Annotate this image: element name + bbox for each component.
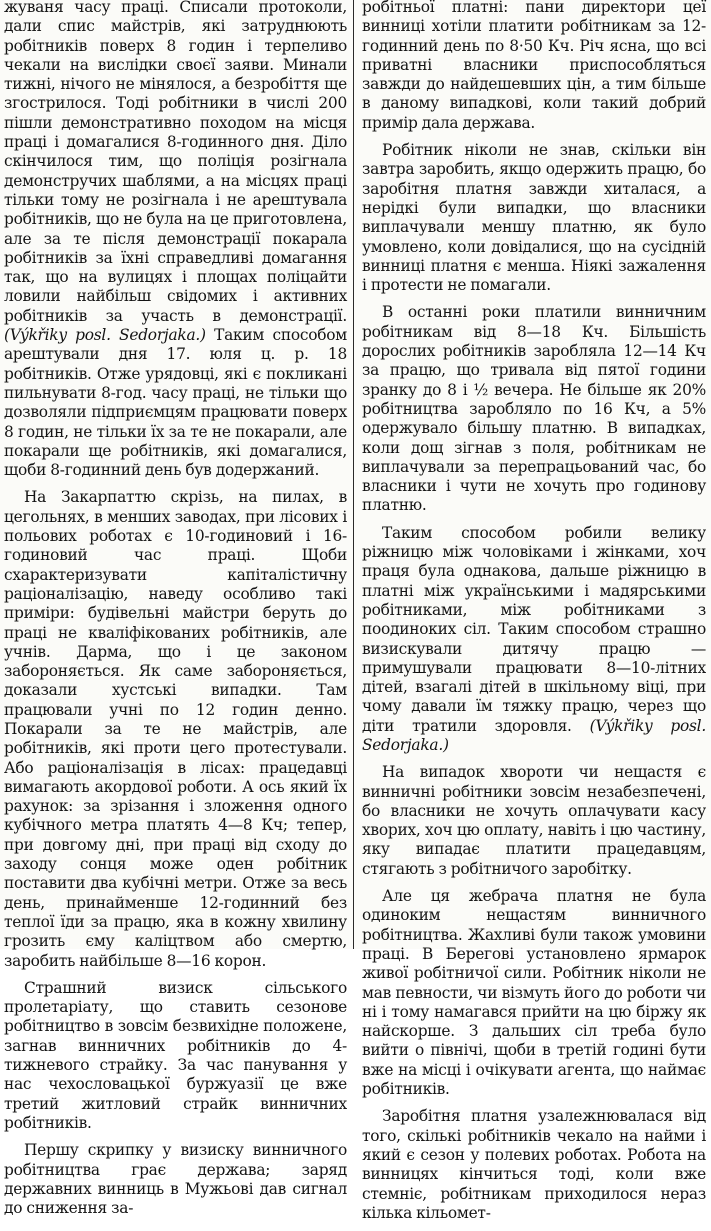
- paragraph: В останні роки платили винничним робітникам від 8—18 Кч. Більшість дорослих робітників заробляла 12—14 Кч за працю, що тривала від пятої години зранку до 8 і ½ вечера. Не більше як 20% робітництва заробляло по 16 Кч, а 5% одержувало більшу платню. В випадках, коли дощ зігнав з поля, робітникам не виплачували за перепрацьований час, бо власники і чути не хочуть про годинову платню.: [362, 303, 706, 515]
- paragraph: На Закарпаттю скрізь, на пилах, в цегольнях, в менших заводах, при лісових і польових роботах є 10-годиновий і 16-годиновий час праці. Щоби схарактеризувати капіталістичну раціоналізацію, наведу особливо такі приміри: будівельні майстри беруть до праці не кваліфікованих робітників, але учнів. Дарма, що і це законом забороняється. Як саме забороняється, доказали хустські випадки. Там працювали учні по 12 годин денно. Покарали за те не майстрів, але робітників, які проти цего протестували. Або раціоналізація в лісах: працедавці вимагають акордової роботи. А ось який їх рахунок: за зрізання і зложення одного кубічного метра платять 4—8 Кч; тепер, при довгому дні, при праці від сходу до заходу сонця може оден робітник поставити два кубічні метри. Отже за весь день, принайменше 12-годинний без теплої їди за працю, яка в кожну хвилину грозить єму каліцтвом або смертю, заробить найбільше 8—16 корон.: [4, 488, 347, 970]
- italic-remark: (Výkřiky posl. Sedorjaka.): [4, 326, 206, 345]
- paragraph: Заробітня платня узалежнювалася від того, скількі робітників чекало на найми і який є сезон у полевих роботах. Робота на винницях кінчиться тоді, коли вже стемніє, робітникам приходилося нераз кілька кільомет-: [362, 1107, 706, 1222]
- paragraph: Першу скрипку у визиску винничного робітництва грає держава; заряд державних винниць в Мужьові дав сигнал до сниження за-: [4, 1141, 347, 1218]
- paragraph: На випадок хвороти чи нещастя є винничні робітники зовсім незабезпечені, бо власники не хочуть оплачувати касу хворих, хоч цю оплату, навіть і цю частину, яку випадає платити працедавцям, стягають з робітничого заробітку.: [362, 763, 706, 878]
- right-column: [362, 0, 706, 1231]
- paragraph-text: жуваня часу праці. Списали протоколи, дали спис майстрів, які затруднюють робітників поверх 8 годин і терпеливо чекали на вислідки своєї заяви. Минали тижні, нічого не мінялося, а безробіття ще згострилося. Тоді робітники в числі 200 пішли демонстративно походом на місця праці і домагалися 8-годинного дня. Діло скінчилося тим, що поліція розігнала демонстручих шаблями, а на місцях праці тільки тому не розігнала і не арештувала робітників, що не була на це приготовлена, але за те після демонстрації покарала робітників за їхні справедливі домагання так, що на вулицях і площах поліцайти ловили найбільш свідомих і активних робітників за участь в демонстрації.: [4, 0, 347, 325]
- column-divider: [353, 0, 354, 949]
- left-column: [4, 0, 347, 1226]
- paragraph-text: Таким способом робили велику ріжницю між чоловіками і жінками, хоч праця була однакова, дальше ріжницю в платні між українськими і мадярськими робітниками, між робітниками з поодиноких сіл. Таким способом страшно визискували дитячу працю — примушували працювати 8—10-літних дітей, взагалі дітей в шкільному віці, при чому давали їм тяжку працю, через що діти тратили здоровля.: [362, 523, 706, 735]
- paragraph: Але ця жебрача платня не була одиноким нещастям винничного робітництва. Жахливі були також умовини праці. В Берегові установлено ярмарок живої робітничої сили. Робітник ніколи не мав певности, чи візмуть його до роботи чи ні і тому намагався прийти на цю біржу як найскорше. З дальших сіл треба було вийти о північі, щоби в третій годині бути вже на місці і очікувати агента, що наймає робітників.: [362, 887, 706, 1099]
- italic-remark: (Výkřiky posl. Sedorjaka.): [362, 716, 706, 754]
- paragraph: [362, 524, 706, 756]
- paragraph: Страшний визиск сільського пролетаріату, що ставить сезонове робітництво в зовсім безвихідне положене, загнав винничних робітників до 4-тижневого страйку. За час панування у нас чехословацької буржуазії це вже третий житловий страйк винничних робітників.: [4, 978, 347, 1132]
- paragraph: [4, 0, 347, 480]
- paragraph: робітньої платні: пани директори цеї винниці хотіли платити робітникам за 12-годинний день по 8·50 Кч. Річ ясна, що всі приватні власники приспособляться завжди до найдешевших цін, а тим більше в даному випадкові, коли такий добрий примір дала держава.: [362, 0, 706, 132]
- paragraph-text: Таким способом арештували дня 17. юля ц. р. 18 робітників. Отже урядовці, які є покликані пильнувати 8-год. часу праці, не тільки що дозволяли підприємцям працювати поверх 8 годин, не тільки їх за те не покарали, але покарали ще робітників, які домагалися, щоби 8-годинний день був додержаний.: [4, 326, 348, 480]
- paragraph: Робітник ніколи не знав, скільки він завтра заробить, якщо одержить працю, бо заробітня платня завжди хиталася, а нерідкі були випадки, що власники виплачували меншу платню, як було умовлено, коли довідалися, що на сусідній винниці платня є менша. Ніякі зажалення і протести не помагали.: [362, 141, 706, 295]
